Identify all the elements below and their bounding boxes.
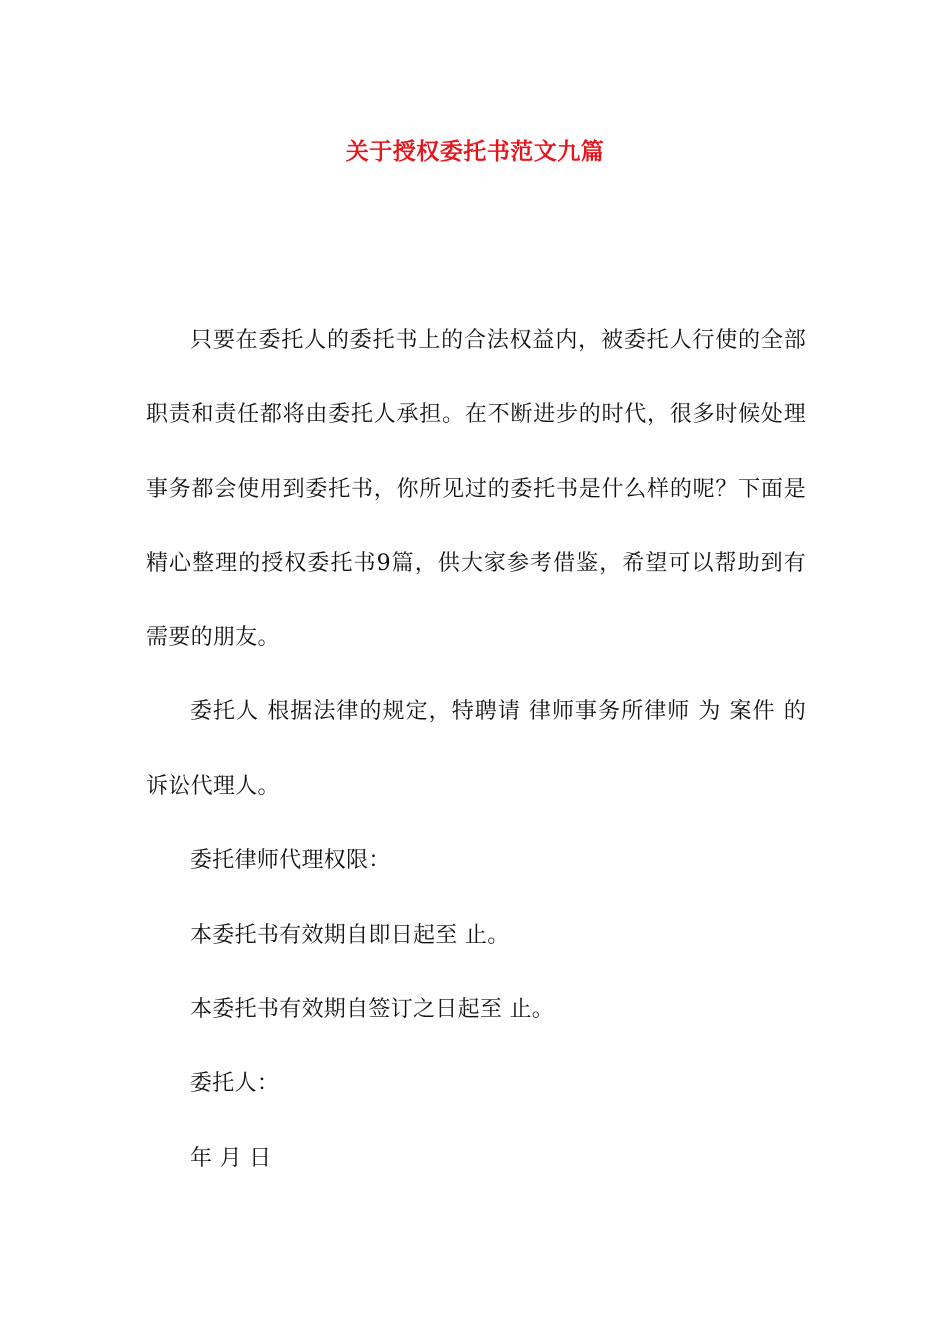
intro-line-5: 需要的朋友。 [146, 625, 280, 650]
intro-line-3: 事务都会使用到委托书，你所见过的委托书是什么样的呢？下面是 [146, 477, 806, 502]
date-line: 年 月 日 [190, 1146, 272, 1171]
document-title: 关于授权委托书范文九篇 [345, 139, 605, 165]
clause-line-1: 委托人 根据法律的规定，特聘请 律师事务所律师 为 案件 的 [190, 699, 806, 724]
validity-line-1: 本委托书有效期自即日起至 止。 [190, 923, 510, 948]
intro-line-4: 精心整理的授权委托书9篇，供大家参考借鉴，希望可以帮助到有 [146, 551, 806, 576]
clause-line-2: 诉讼代理人。 [146, 774, 280, 799]
validity-line-2: 本委托书有效期自签订之日起至 止。 [190, 997, 555, 1022]
intro-line-1: 只要在委托人的委托书上的合法权益内，被委托人行使的全部 [190, 328, 806, 353]
intro-line-2: 职责和责任都将由委托人承担。在不断进步的时代，很多时候处理 [146, 402, 806, 427]
principal-label: 委托人： [190, 1071, 280, 1096]
authority-label: 委托律师代理权限： [190, 848, 391, 873]
